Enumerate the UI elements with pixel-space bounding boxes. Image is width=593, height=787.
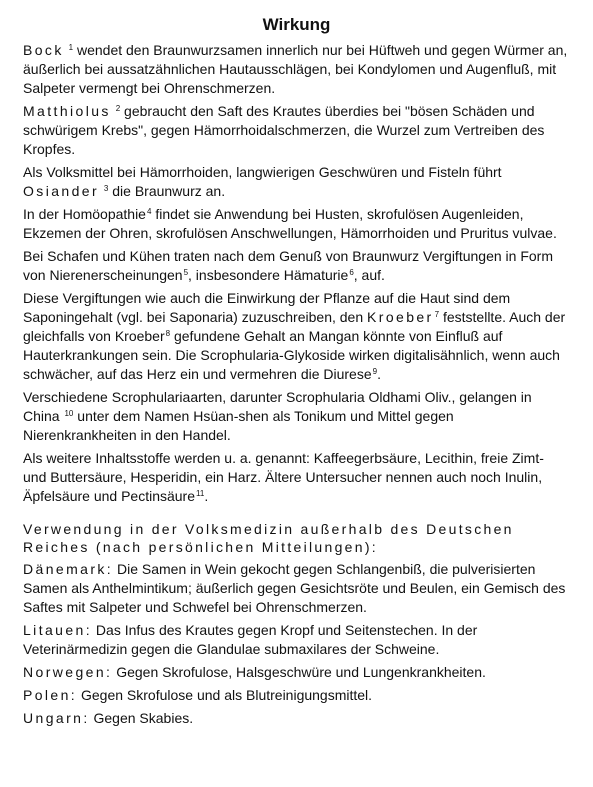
country-entry-daenemark — [23, 560, 571, 617]
author-name: Osiander — [23, 183, 100, 199]
country-name: Polen: — [23, 687, 78, 703]
entry-text: Das Infus des Krautes gegen Kropf und Seitenstechen. In der Veterinärmedizin gegen die Glandulae submaxilares der Schweine. — [23, 622, 478, 657]
author-name: Bock — [23, 42, 64, 58]
paragraph-matthiolus — [23, 102, 571, 159]
country-entry-norwegen — [23, 663, 571, 682]
entry-text: Gegen Skrofulose, Halsgeschwüre und Lungenkrankheiten. — [116, 664, 486, 680]
entry-text: Gegen Skabies. — [93, 710, 194, 726]
document-body — [0, 41, 593, 728]
paragraph-text: wendet den Braunwurzsamen innerlich nur bei Hüftweh und gegen Würmer an, äußerlich bei aussatzähnlichen Hautausschlägen, bei Kondylomen und Augenfluß, mit Salpeter vermengt bei Ohrenschmerzen. — [23, 42, 568, 96]
page-title: Wirkung — [262, 15, 331, 34]
entry-text: Die Samen in Wein gekocht gegen Schlangenbiß, die pulverisierten Samen als Anthelmintikum; äußerlich gegen Gesichtsröte und Beulen, ein Gemisch des Saftes mit Salpeter und Schwefel bei Ohrenschmerzen. — [23, 561, 566, 615]
paragraph-text: die Braunwurz an. — [112, 183, 226, 199]
country-name: Litauen: — [23, 622, 93, 638]
paragraph-text: Verschiedene Scrophulariaarten, darunter Scrophularia Oldhami Oliv., gelangen in China — [23, 389, 532, 424]
paragraph-text: gefundene Gehalt an Mangan könnte von Einfluß auf Hauterkrankungen sein. Die Scrophularia-Glykoside wirken digitalisähnlich, wenn auch schwächer, auf das Herz ein und vermehren die Diurese — [23, 328, 560, 382]
country-entry-ungarn — [23, 709, 571, 728]
section-heading: Verwendung in der Volksmedizin außerhalb des Deutschen Reiches (nach persönlichen Mitteilungen): — [23, 521, 514, 555]
paragraph-text: unter dem Namen Hsüan-shen als Tonikum und Mittel gegen Nierenkrankheiten in den Handel. — [23, 408, 454, 443]
country-name: Ungarn: — [23, 710, 90, 726]
country-name: Norwegen: — [23, 664, 113, 680]
author-name: Kroeber — [367, 309, 434, 325]
country-entry-litauen — [23, 621, 571, 659]
paragraph-text: Als weitere Inhaltsstoffe werden u. a. genannt: Kaffeegerbsäure, Lecithin, freie Zimt- und Buttersäure, Hesperidin, ein Harz. Ältere Untersucher nennen auch noch Inulin, Äpfelsäure und Pectinsäure — [23, 450, 544, 504]
paragraph-text: . — [204, 488, 209, 504]
paragraph-text: In der Homöopathie — [23, 206, 146, 222]
paragraph-text: findet sie Anwendung bei Husten, skrofulösen Augenleiden, Ekzemen der Ohren, skrofulösen Anschwellungen, Hämorrhoiden und Pruritus vulvae. — [23, 206, 557, 241]
footnote-ref[interactable]: 3 — [103, 184, 109, 193]
paragraph-text: gebraucht den Saft des Krautes überdies bei "bösen Schäden und schwürigem Krebs", gegen Hämorrhoidalschmerzen, die Wurzel zum Vertreiben des Kropfes. — [23, 103, 545, 157]
paragraph-text: Diese Vergiftungen wie auch die Einwirkung der Pflanze auf die Haut sind dem Saponingehalt (vgl. bei Saponaria) zuzuschreiben, den — [23, 290, 511, 325]
paragraph-text: . — [377, 366, 381, 382]
entry-text: Gegen Skrofulose und als Blutreinigungsmittel. — [81, 687, 373, 703]
footnote-ref[interactable]: 9 — [372, 367, 378, 376]
paragraph-text: Als Volksmittel bei Hämorrhoiden, langwierigen Geschwüren und Fisteln führt — [23, 164, 502, 180]
paragraph-vergiftungen-tiere — [23, 247, 571, 285]
footnote-ref[interactable]: 5 — [183, 268, 189, 277]
paragraph-inhaltsstoffe — [23, 449, 571, 506]
country-entry-polen — [23, 686, 571, 705]
paragraph-text: , auf. — [353, 267, 385, 283]
footnote-ref[interactable]: 10 — [64, 409, 74, 418]
footnote-ref[interactable]: 4 — [146, 207, 152, 216]
footnote-ref[interactable]: 1 — [68, 43, 74, 52]
footnote-ref[interactable]: 6 — [349, 268, 354, 277]
author-name: Matthiolus — [23, 103, 111, 119]
paragraph-homoeopathie — [23, 205, 571, 243]
country-name: Dänemark: — [23, 561, 114, 577]
paragraph-text: feststellte. Auch der gleichfalls von Kroeber — [23, 309, 566, 344]
footnote-ref[interactable]: 2 — [115, 104, 121, 113]
paragraph-osiander — [23, 163, 571, 201]
paragraph-text: Bei Schafen und Kühen traten nach dem Genuß von Braunwurz Vergiftungen in Form von Nierenerscheinungen — [23, 248, 553, 283]
paragraph-bock — [23, 41, 571, 98]
paragraph-text: , insbesondere Hämaturie — [188, 267, 349, 283]
footnote-ref[interactable]: 11 — [196, 489, 205, 498]
paragraph-saponingehalt — [23, 289, 571, 384]
footnote-ref[interactable]: 8 — [165, 329, 171, 338]
paragraph-china — [23, 388, 571, 445]
footnote-ref[interactable]: 7 — [434, 310, 440, 319]
